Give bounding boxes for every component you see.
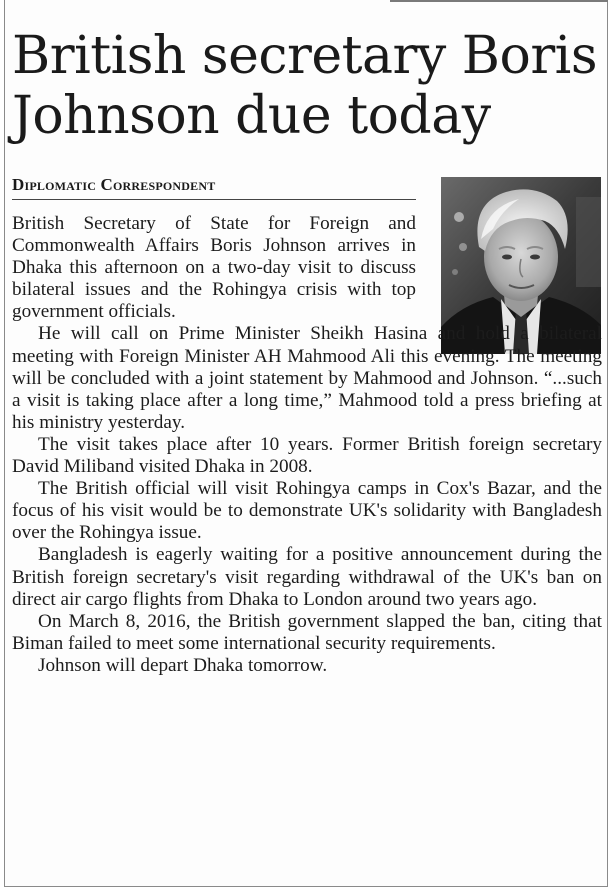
- article-body: [12, 213, 602, 677]
- article-paragraph: On March 8, 2016, the British government slapped the ban, citing that Biman failed to meet some international security requirements.: [12, 610, 602, 654]
- article-paragraph: He will call on Prime Minister Sheikh Hasina and hold a bilateral meeting with Foreign Minister AH Mahmood Ali this evening. The meeting will be concluded with a joint statement by Mahmood and Johnson. “...such a visit is taking place after a long time,” Mahmood told a press briefing at his ministry yesterday.: [12, 323, 602, 433]
- byline: Diplomatic Correspondent: [12, 175, 216, 194]
- article-paragraph: British Secretary of State for Foreign and Commonwealth Affairs Boris Johnson arrives in Dhaka this afternoon on a two-day visit to discuss bilateral issues and the Rohingya crisis with top government officials.: [12, 213, 416, 323]
- byline-rule: [12, 199, 416, 200]
- top-rule: [390, 0, 608, 2]
- article-paragraph: The British official will visit Rohingya camps in Cox's Bazar, and the focus of his visit would be to demonstrate UK's solidarity with Bangladesh over the Rohingya issue.: [12, 478, 602, 544]
- article-paragraph: Bangladesh is eagerly waiting for a positive announcement during the British foreign secretary's visit regarding withdrawal of the UK's ban on direct air cargo flights from Dhaka to London around two years ago.: [12, 544, 602, 610]
- article-paragraph: Johnson will depart Dhaka tomorrow.: [38, 654, 328, 676]
- headline: British secretary Boris Johnson due today: [12, 26, 598, 146]
- article-paragraph: The visit takes place after 10 years. Former British foreign secretary David Miliband visited Dhaka in 2008.: [12, 433, 602, 478]
